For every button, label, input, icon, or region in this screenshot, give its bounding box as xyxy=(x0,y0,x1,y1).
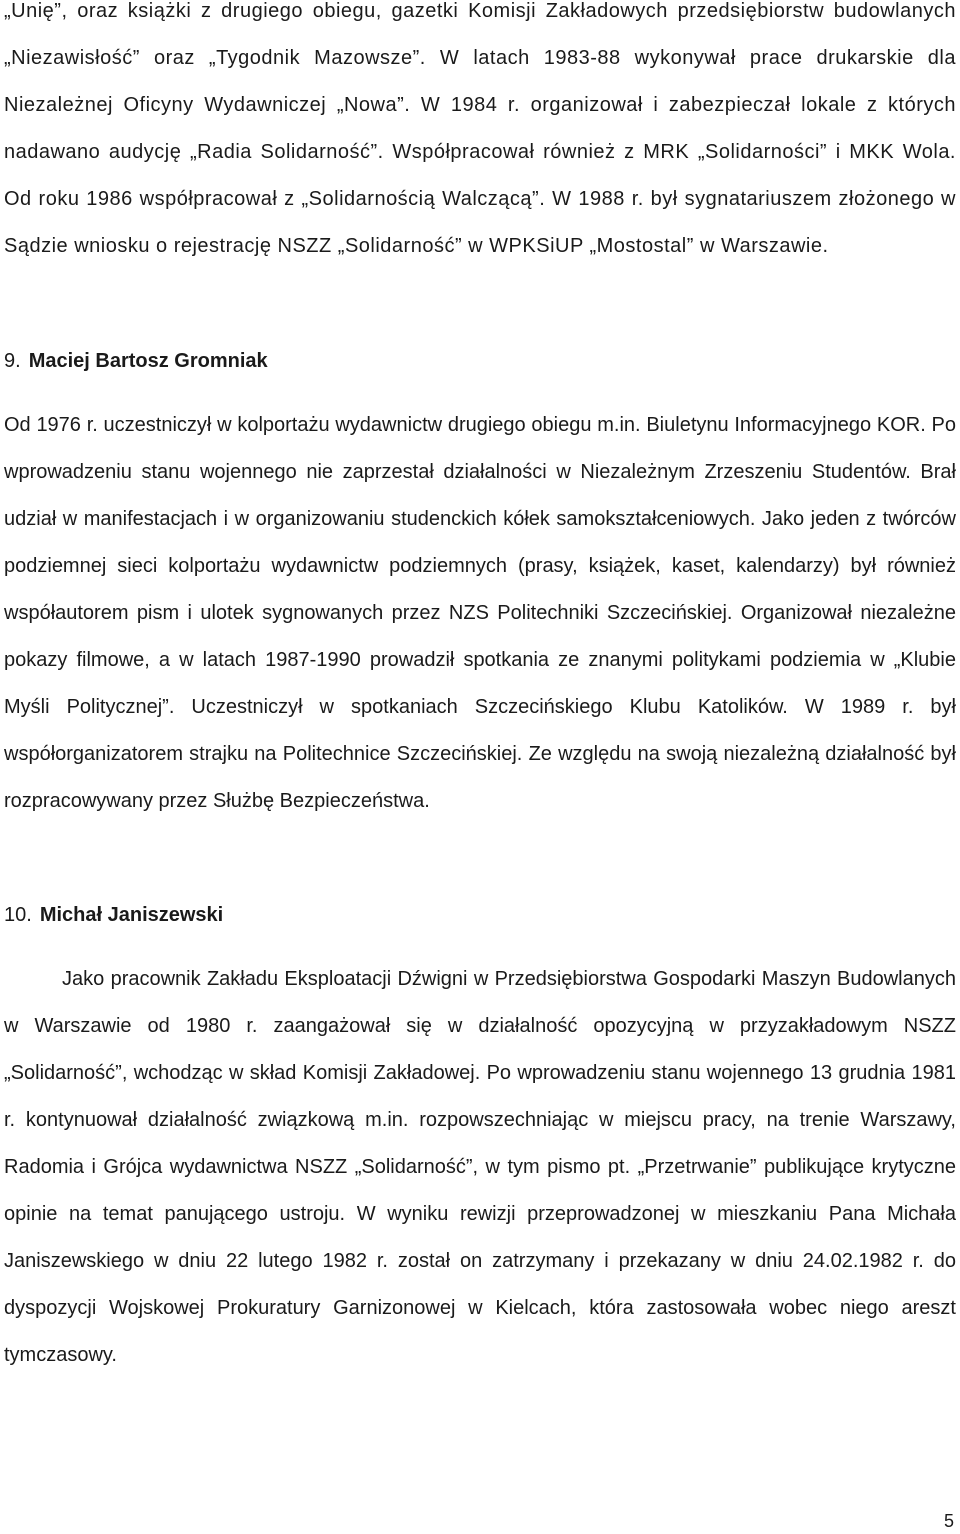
section-number: 9. xyxy=(4,350,21,372)
paragraph-gromniak-biography: Od 1976 r. uczestniczył w kolportażu wydawnictw drugiego obiegu m.in. Biuletynu Informacyjnego KOR. Po wprowadzeniu stanu wojennego nie zaprzestał działalności w Niezależnym Zrzeszeniu Studentów. Brał udział w manifestacjach i w organizowaniu studenckich kółek samokształceniowych. Jako jeden z twórców podziemnej sieci kolportażu wydawnictw podziemnych (prasy, książek, kaset, kalendarzy) był również współautorem pism i ulotek sygnowanych przez NZS Politechniki Szczecińskiej. Organizował niezależne pokazy filmowe, a w latach 1987-1990 prowadził spotkania ze znanymi politykami podziemia w „Klubie Myśli Politycznej”. Uczestniczył w spotkaniach Szczecińskiego Klubu Katolików. W 1989 r. był współorganizatorem strajku na Politechnice Szczecińskiej. Ze względu na swoją niezależną działalność był rozpracowywany przez Służbę Bezpieczeństwa. xyxy=(4,414,956,812)
paragraph-continued-biography: „Unię”, oraz książki z drugiego obiegu, gazetki Komisji Zakładowych przedsiębiorstw budowlanych „Niezawisłość” oraz „Tygodnik Mazowsze”. W latach 1983-88 wykonywał prace drukarskie dla Niezależnej Oficyny Wydawniczej „Nowa”. W 1984 r. organizował i zabezpieczał lokale z których nadawano audycję „Radia Solidarność”. Współpracował również z MRK „Solidarności” i MKK Wola. Od roku 1986 współpracował z „Solidarnością Walczącą”. W 1988 r. był sygnatariuszem złożonego w Sądzie wniosku o rejestrację NSZZ „Solidarność” w WPKSiUP „Mostostal” w Warszawie. xyxy=(4,0,956,257)
person-name: Maciej Bartosz Gromniak xyxy=(28,350,268,372)
section-heading-10 xyxy=(4,900,223,930)
paragraph-janiszewski-biography: Jako pracownik Zakładu Eksploatacji Dźwigni w Przedsiębiorstwa Gospodarki Maszyn Budowlanych w Warszawie od 1980 r. zaangażował się w działalność opozycyjną w przyzakładowym NSZZ „Solidarność”, wchodząc w skład Komisji Zakładowej. Po wprowadzeniu stanu wojennego 13 grudnia 1981 r. kontynuował działalność związkową m.in. rozpowszechniając w miejscu pracy, na trenie Warszawy, Radomia i Grójca wydawnictwa NSZZ „Solidarność”, w tym pismo pt. „Przetrwanie” publikujące krytyczne opinie na temat panującego ustroju. W wyniku rewizji przeprowadzonej w mieszkaniu Pana Michała Janiszewskiego w dniu 22 lutego 1982 r. został on zatrzymany i przekazany w dniu 24.02.1982 r. do dyspozycji Wojskowej Prokuratury Garnizonowej w Kielcach, która zastosowała wobec niego areszt tymczasowy. xyxy=(4,968,956,1366)
section-number: 10. xyxy=(4,904,32,926)
section-heading-9 xyxy=(4,346,268,376)
page-number: 5 xyxy=(943,1511,954,1531)
person-name: Michał Janiszewski xyxy=(39,904,224,926)
